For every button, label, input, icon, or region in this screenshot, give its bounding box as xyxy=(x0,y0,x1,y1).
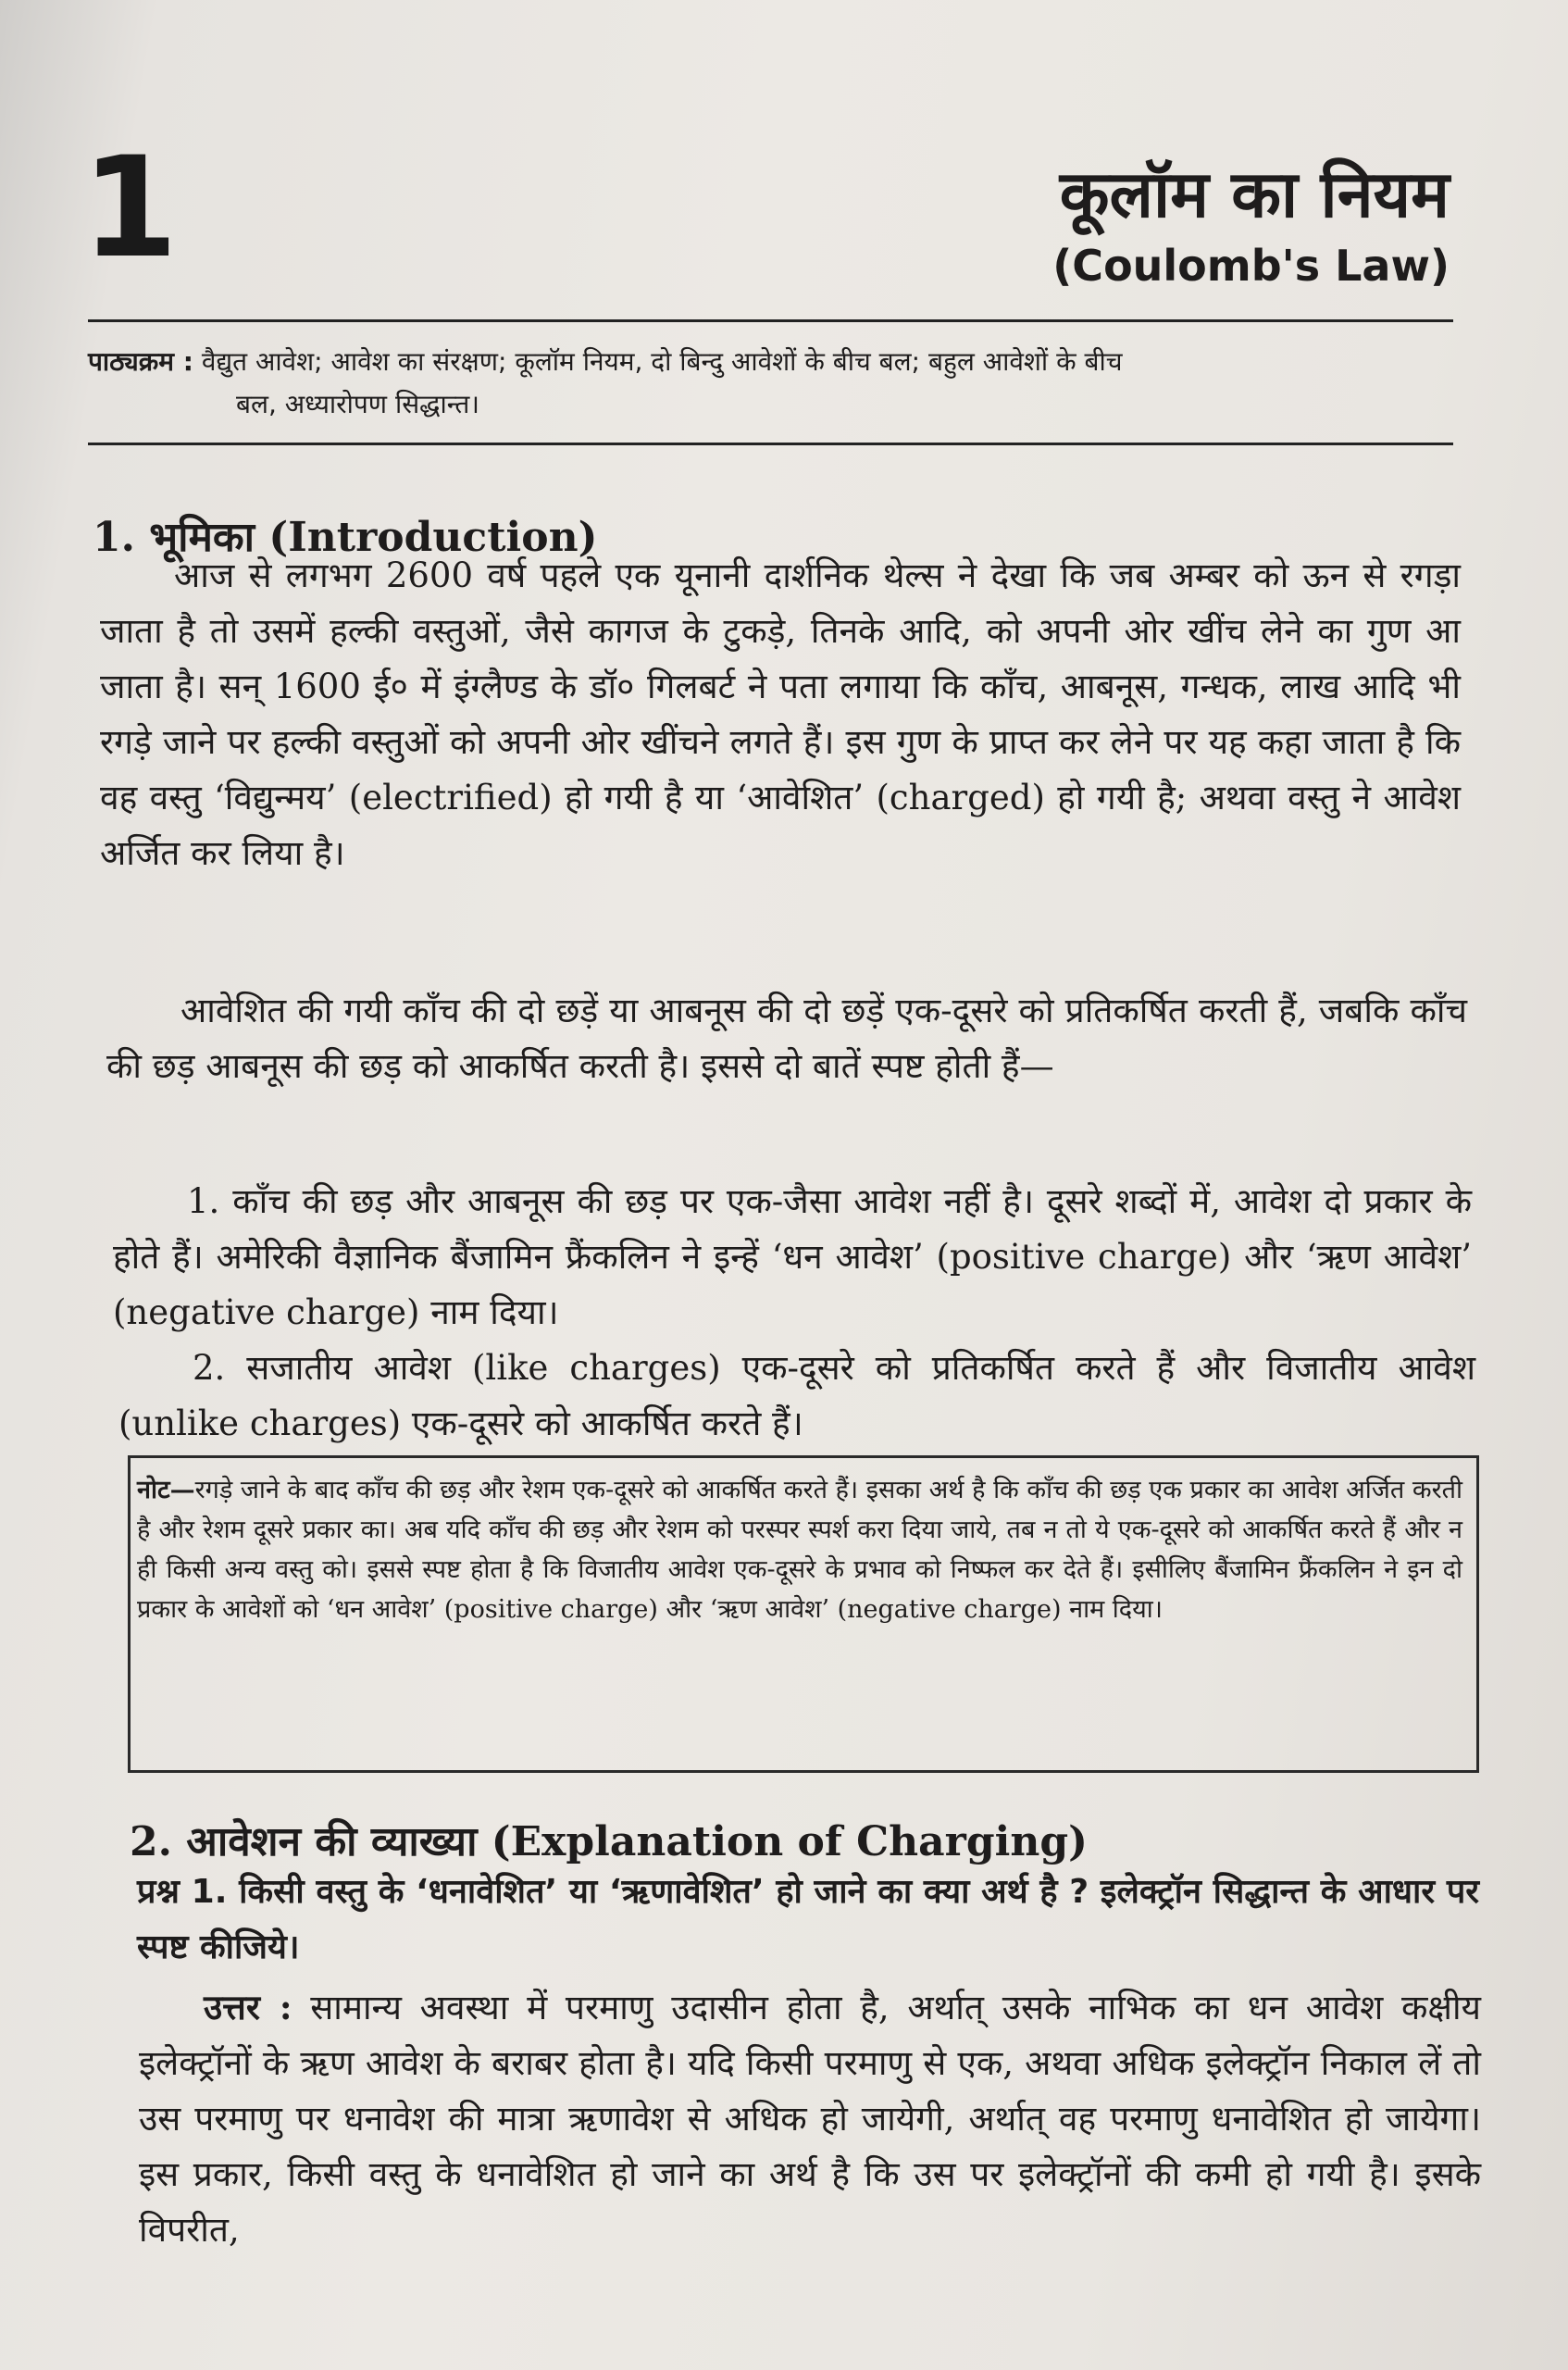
question-1: प्रश्न 1. किसी वस्तु के ‘धनावेशित’ या ‘ऋणावेशित’ हो जाने का क्या अर्थ है ? इलेक्ट्रॉन सिद्धान्त के आधार पर स्पष्ट कीजिये। xyxy=(137,1873,1479,1966)
answer-text: सामान्य अवस्था में परमाणु उदासीन होता है, अर्थात् उसके नाभिक का धन आवेश कक्षीय इलेक्ट्रॉनों के ऋण आवेश के बराबर होता है। यदि किसी परमाणु से एक, अथवा अधिक इलेक्ट्रॉन निकाल लें तो उस परमाणु पर धनावेश की मात्रा ऋणावेश से अधिक हो जायेगी, अर्थात् वह परमाणु धनावेशित हो जायेगा। इस प्रकार, किसी वस्तु के धनावेशित हो जाने का अर्थ है कि उस पर इलेक्ट्रॉनों की कमी हो गयी है। इसके विपरीत, xyxy=(139,1988,1481,2250)
syllabus-label: पाठ्यक्रम : xyxy=(88,346,193,377)
syllabus-bottom-rule xyxy=(88,443,1453,445)
charge-point-2: 2. सजातीय आवेश (like charges) एक-दूसरे को प्रतिकर्षित करते हैं और विजातीय आवेश (unlike charges) एक-दूसरे को आकर्षित करते हैं। xyxy=(118,1348,1475,1443)
note-label: नोट— xyxy=(137,1476,195,1504)
top-rule xyxy=(88,319,1453,322)
syllabus xyxy=(88,341,1449,426)
intro-paragraph-1: आज से लगभग 2600 वर्ष पहले एक यूनानी दार्शनिक थेल्स ने देखा कि जब अम्बर को ऊन से रगड़ा जाता है तो उसमें हल्की वस्तुओं, जैसे कागज के टुकड़े, तिनके आदि, को अपनी ओर खींच लेने का गुण आ जाता है। सन् 1600 ई० में इंग्लैण्ड के डॉ० गिलबर्ट ने पता लगाया कि काँच, आबनूस, गन्धक, लाख आदि भी रगड़े जाने पर हल्की वस्तुओं को अपनी ओर खींचने लगते हैं। इस गुण के प्राप्त कर लेने पर यह कहा जाता है कि वह वस्तु ‘विद्युन्मय’ (electrified) हो गयी है या ‘आवेशित’ (charged) हो गयी है; अथवा वस्तु ने आवेश अर्जित कर लिया है। xyxy=(100,555,1461,873)
chapter-title-english: (Coulomb's Law) xyxy=(1052,241,1450,291)
syllabus-line1: वैद्युत आवेश; आवेश का संरक्षण; कूलॉम नियम, दो बिन्दु आवेशों के बीच बल; बहुल आवेशों के बीच xyxy=(201,346,1123,377)
note-text xyxy=(137,1470,1462,1629)
charge-point-1: 1. काँच की छड़ और आबनूस की छड़ पर एक-जैसा आवेश नहीं है। दूसरे शब्दों में, आवेश दो प्रकार के होते हैं। अमेरिकी वैज्ञानिक बैंजामिन फ्रैंकलिन ने इन्हें ‘धन आवेश’ (positive charge) और ‘ऋण आवेश’ (negative charge) नाम दिया। xyxy=(113,1181,1472,1332)
note-body: रगड़े जाने के बाद काँच की छड़ और रेशम एक-दूसरे को आकर्षित करते हैं। इसका अर्थ है कि काँच की छड़ एक प्रकार का आवेश अर्जित करती है और रेशम दूसरे प्रकार का। अब यदि काँच की छड़ और रेशम को परस्पर स्पर्श करा दिया जाये, तब न तो ये एक-दूसरे को आकर्षित करते हैं और न ही किसी अन्य वस्तु को। इससे स्पष्ट होता है कि विजातीय आवेश एक-दूसरे के प्रभाव को निष्फल कर देते हैं। इसीलिए बैंजामिन फ्रैंकलिन ने इन दो प्रकार के आवेशों को ‘धन आवेश’ (positive charge) और ‘ऋण आवेश’ (negative charge) नाम दिया। xyxy=(137,1476,1462,1624)
chapter-title-hindi: कूलॉम का नियम xyxy=(1059,156,1450,232)
syllabus-line2: बल, अध्यारोपण सिद्धान्त। xyxy=(236,389,479,419)
intro-paragraph-2: आवेशित की गयी काँच की दो छड़ें या आबनूस की दो छड़ें एक-दूसरे को प्रतिकर्षित करती हैं, जबकि काँच की छड़ आबनूस की छड़ को आकर्षित करती है। इससे दो बातें स्पष्ट होती हैं— xyxy=(106,991,1467,1086)
section-heading-introduction: 1. भूमिका (Introduction) xyxy=(93,514,598,561)
answer-label: उत्तर : xyxy=(204,1987,292,2027)
chapter-number: 1 xyxy=(81,128,179,289)
section-heading-charging: 2. आवेशन की व्याख्या (Explanation of Charging) xyxy=(130,1818,1088,1865)
answer-paragraph xyxy=(139,1979,1481,2258)
